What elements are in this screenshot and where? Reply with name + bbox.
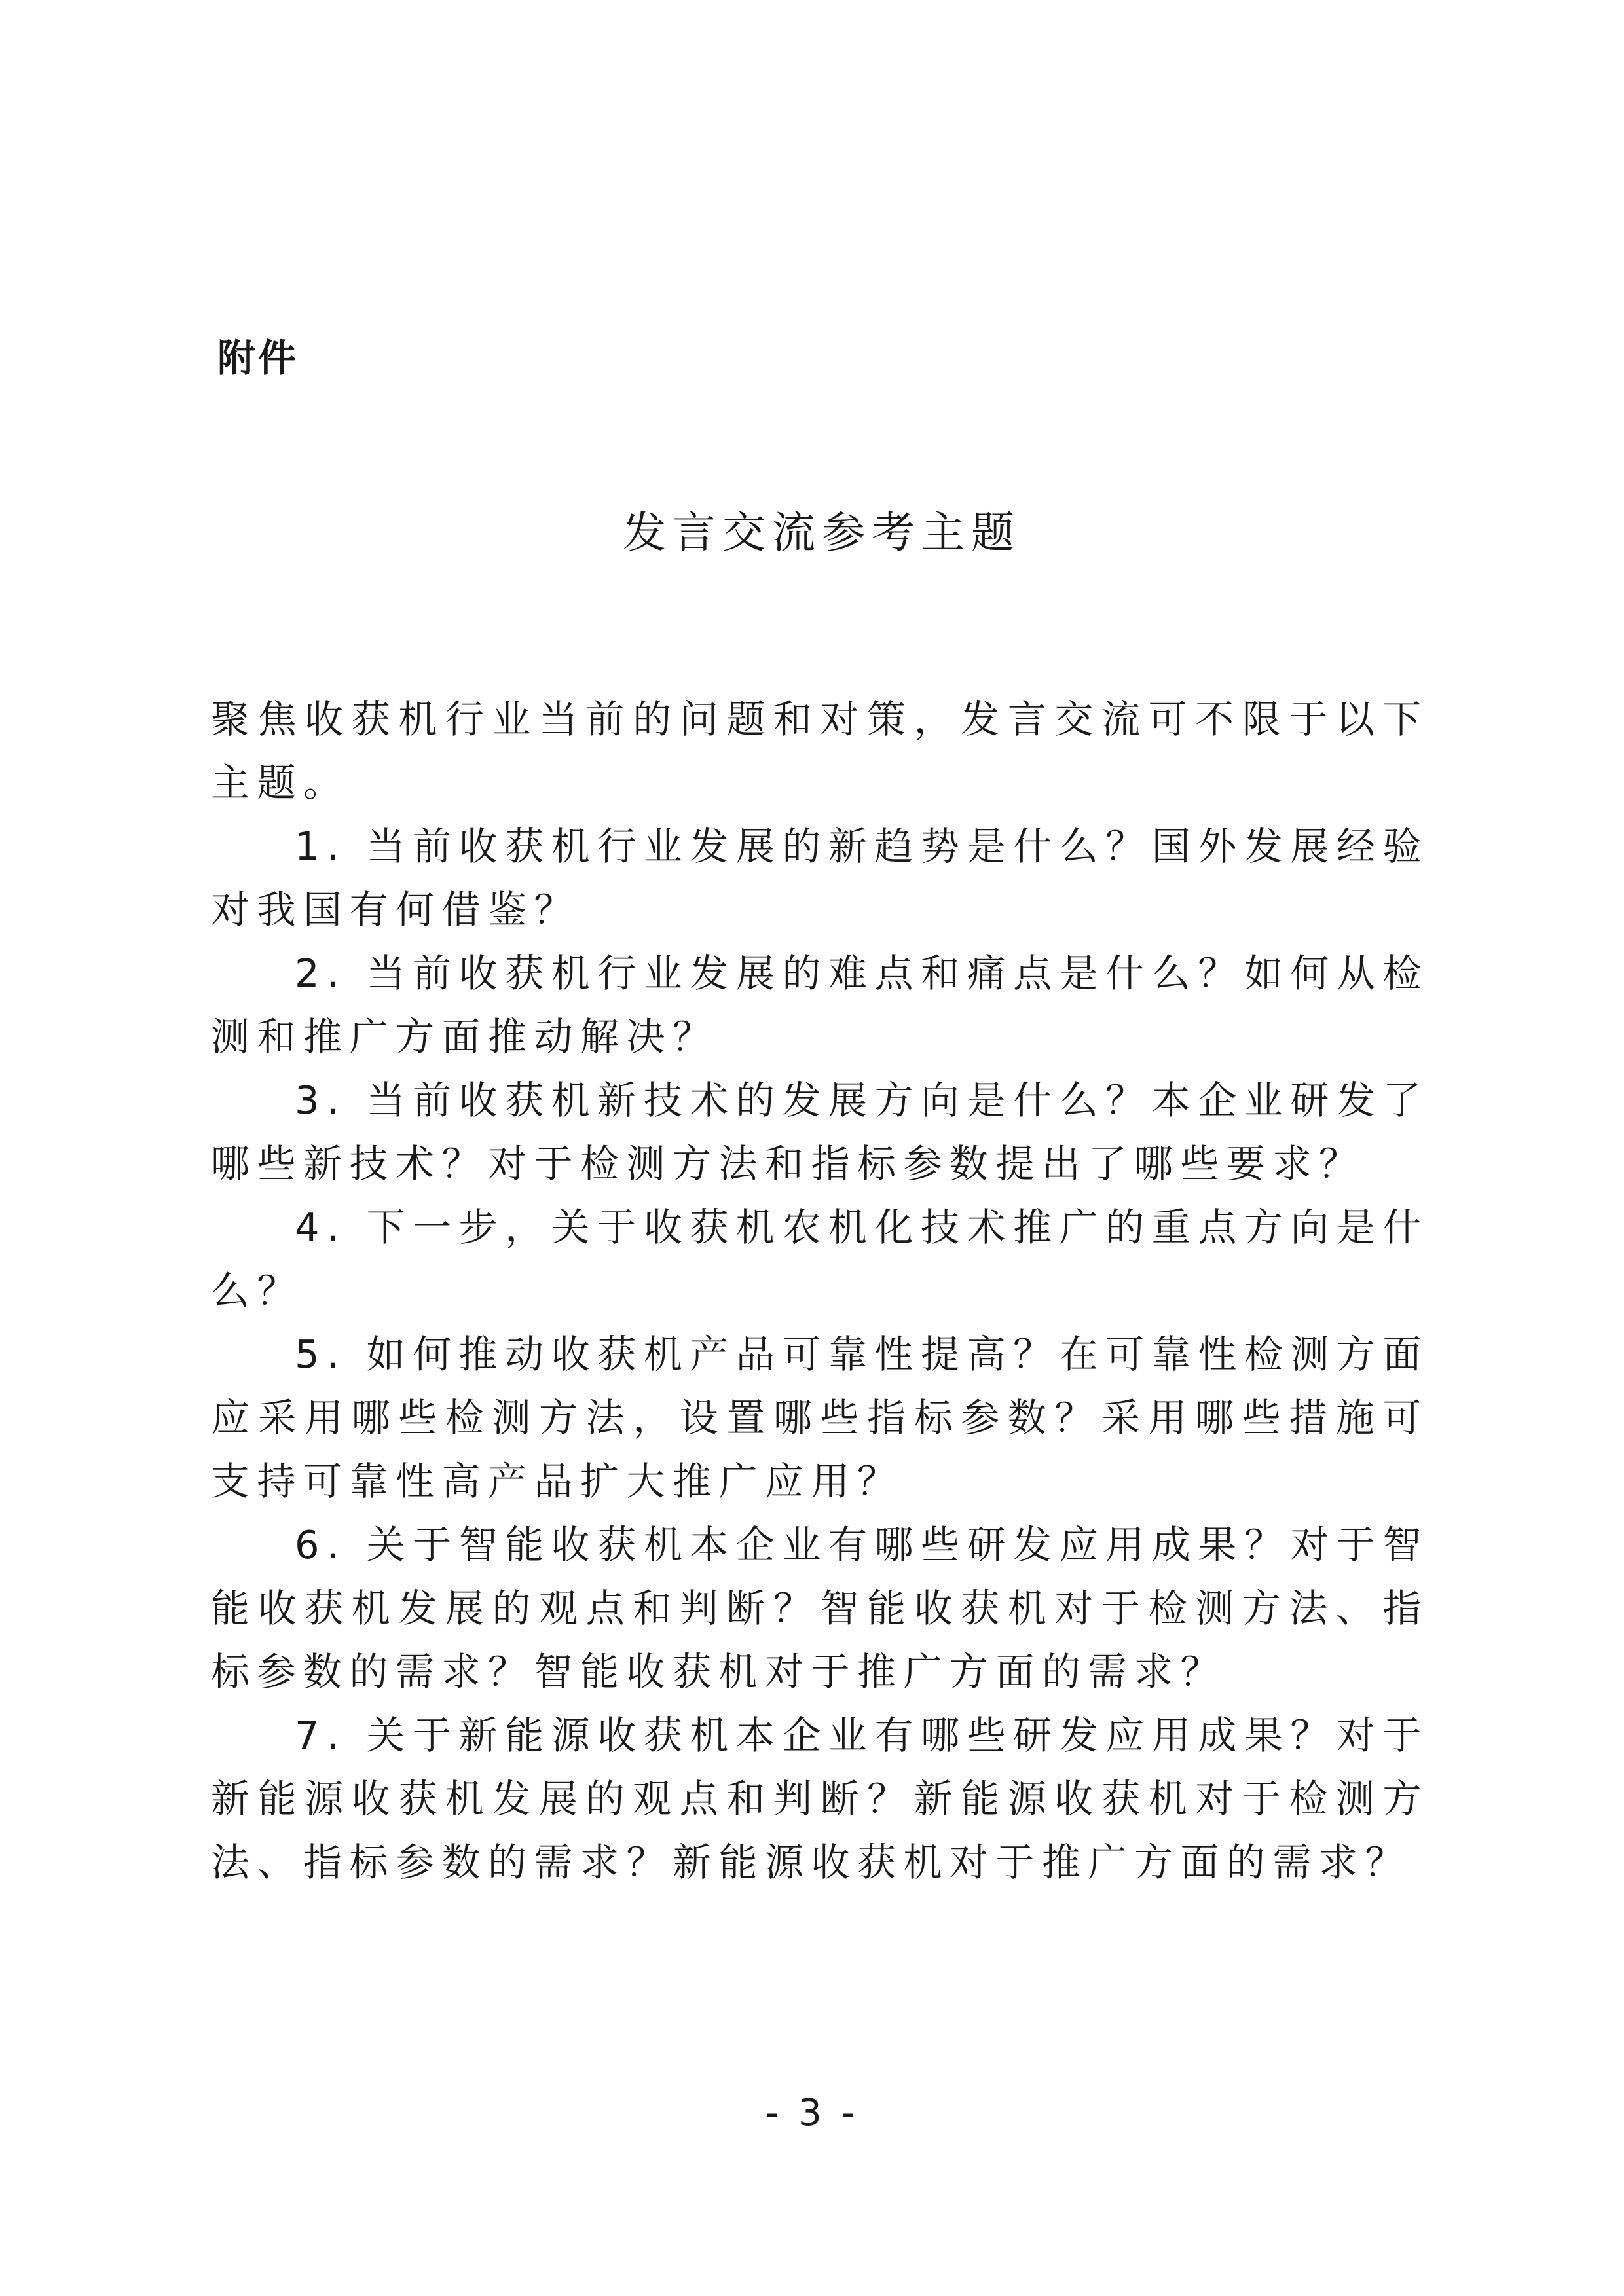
topic-item-2: 2. 当前收获机行业发展的难点和痛点是什么？如何从检测和推广方面推动解决？ bbox=[211, 951, 1429, 1059]
attachment-label: 附件 bbox=[217, 336, 299, 380]
topic-item-3: 3. 当前收获机新技术的发展方向是什么？本企业研发了哪些新技术？对于检测方法和指标参数提出了哪些要求？ bbox=[211, 1078, 1429, 1186]
topic-item-6: 6. 关于智能收获机本企业有哪些研发应用成果？对于智能收获机发展的观点和判断？智能收获机对于检测方法、指标参数的需求？智能收获机对于推广方面的需求？ bbox=[211, 1522, 1429, 1694]
topic-item-7: 7. 关于新能源收获机本企业有哪些研发应用成果？对于新能源收获机发展的观点和判断？新能源收获机对于检测方法、指标参数的需求？新能源收获机对于推广方面的需求？ bbox=[211, 1713, 1429, 1885]
page-title: 发言交流参考主题 bbox=[623, 507, 1021, 558]
page-number: - 3 - bbox=[766, 2092, 858, 2134]
body-text bbox=[211, 687, 1429, 1894]
topic-item-1: 1. 当前收获机行业发展的新趋势是什么？国外发展经验对我国有何借鉴？ bbox=[211, 824, 1429, 932]
topic-item-4: 4. 下一步，关于收获机农机化技术推广的重点方向是什么？ bbox=[211, 1205, 1429, 1313]
intro-paragraph: 聚焦收获机行业当前的问题和对策，发言交流可不限于以下主题。 bbox=[211, 697, 1429, 805]
topic-item-5: 5. 如何推动收获机产品可靠性提高？在可靠性检测方面应采用哪些检测方法，设置哪些指标参数？采用哪些措施可支持可靠性高产品扩大推广应用？ bbox=[211, 1332, 1429, 1504]
